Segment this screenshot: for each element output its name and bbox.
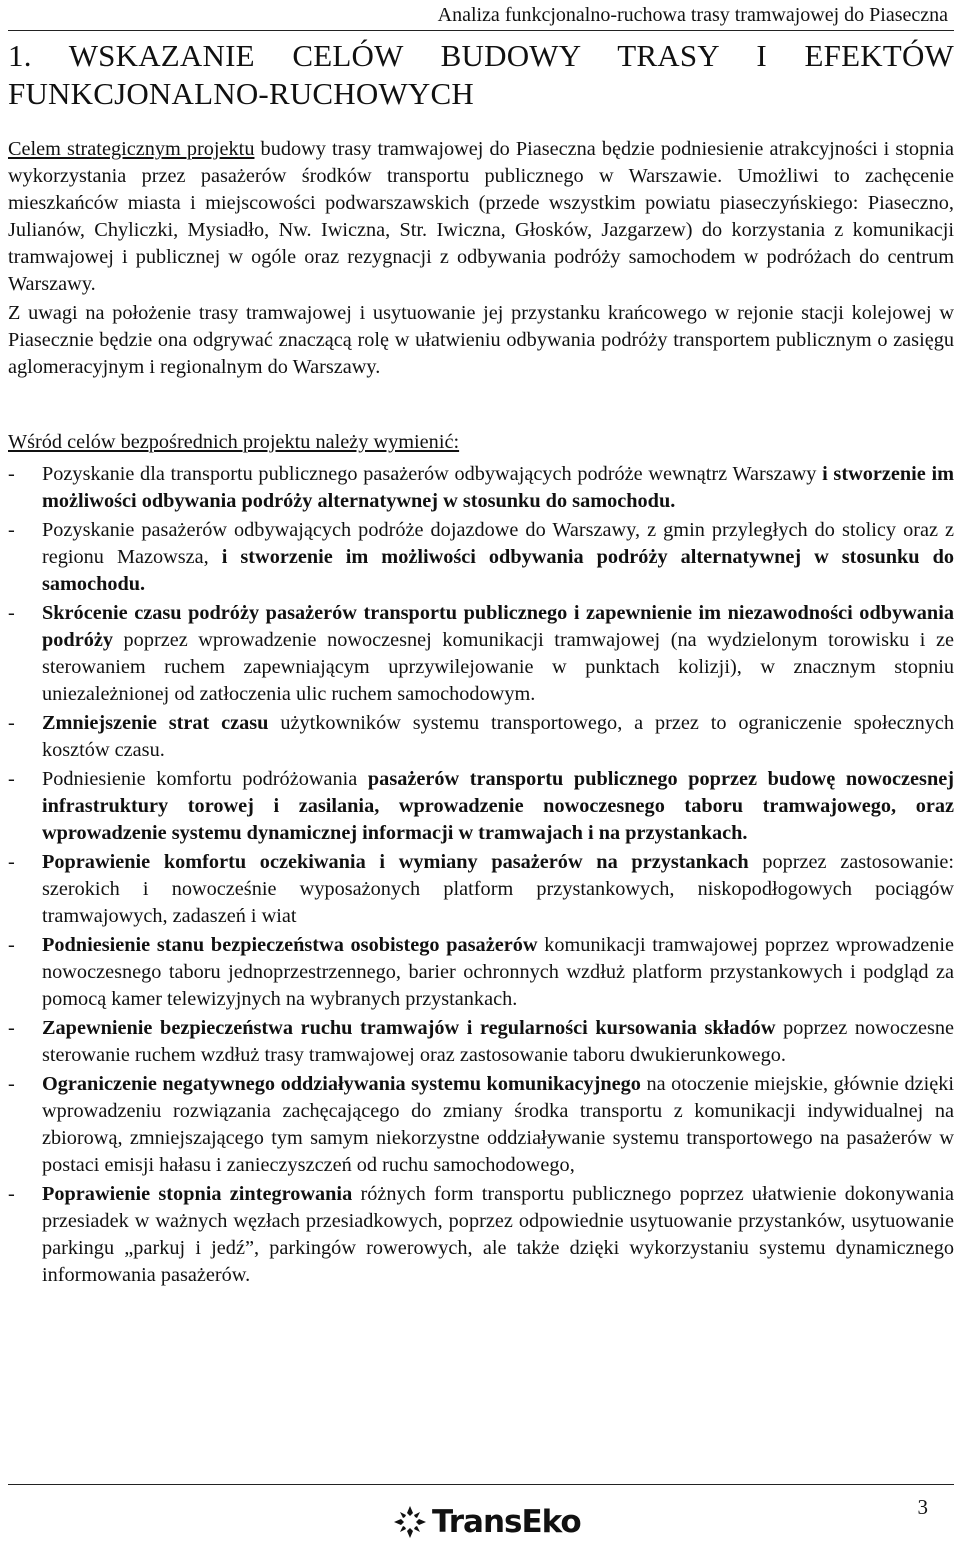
running-header: Analiza funkcjonalno-ruchowa trasy tramwajowej do Piaseczna	[437, 4, 948, 26]
transeko-logo	[392, 1502, 581, 1542]
goal-plain-text: poprzez nowoczesne sterowanie ruchem wzdłuż trasy tramwajowej oraz zastosowanie taboru dwukierunkowego.	[42, 1017, 955, 1066]
goal-plain-text: poprzez wprowadzenie nowoczesnej komunikacji tramwajowej (na wydzielonym torowisku i ze sterowaniem ruchem zapewniającym uprzywilejowanie w punktach kolizji), w znacznym stopniu uniezależnionej od zatłoczenia ulic ruchem samochodowym.	[42, 629, 954, 705]
goal-text	[42, 932, 954, 1013]
goal-list-item	[8, 1181, 954, 1289]
document-body	[8, 136, 954, 1291]
goal-emphasis: Zmniejszenie strat czasu	[42, 712, 269, 734]
goal-list-item	[8, 766, 954, 847]
goal-plain-text: różnych form transportu publicznego poprzez ułatwienie dokonywania przesiadek w ważnych węzłach przesiadkowych, poprzez odpowiednie usytuowanie przystanków, usytuowanie parkingu „parkuj i jedź”, parkingów rowerowych, ale także dzięki wykorzystaniu systemu dynamicznego informowania pasażerów.	[42, 1183, 955, 1286]
goal-emphasis: Poprawienie komfortu oczekiwania i wymiany pasażerów na przystankach	[42, 851, 749, 873]
transeko-logo-mark-icon	[392, 1504, 428, 1540]
goal-list-item	[8, 1015, 954, 1069]
goal-emphasis: pasażerów transportu publicznego poprzez budowę nowoczesnej infrastruktury torowej i zasilania, wprowadzenie nowoczesnego taboru tramwajowego, oraz wprowadzenie systemu dynamicznej informacji w tramwajach i na przystankach.	[42, 768, 954, 844]
document-page	[8, 0, 954, 1542]
goal-bullet: -	[8, 851, 15, 873]
goal-emphasis: Skrócenie czasu podróży pasażerów transportu publicznego i zapewnienie im niezawodności odbywania podróży	[42, 602, 954, 651]
goal-bullet: -	[8, 934, 15, 956]
goal-emphasis: Zapewnienie bezpieczeństwa ruchu tramwajów i regularności kursowania składów	[42, 1017, 776, 1039]
goal-emphasis: Ograniczenie negatywnego oddziaływania systemu komunikacyjnego	[42, 1073, 641, 1095]
goal-list-item	[8, 1071, 954, 1179]
goal-list-item	[8, 710, 954, 764]
goal-plain-text: poprzez zastosowanie: szerokich i nowocześnie wyposażonych platform przystankowych, niskopodłogowych pociągów tramwajowych, zadaszeń i wiat	[42, 851, 954, 927]
logo-text: TransEko	[432, 1504, 581, 1540]
goal-emphasis: Poprawienie stopnia zintegrowania	[42, 1183, 353, 1205]
header-rule	[8, 30, 954, 31]
goal-plain-text: na otoczenie miejskie, głównie dzięki wprowadzeniu rozwiązania zachęcającego do zmiany środka transportu z komunikacji indywidualnej na zbiorową, zmniejszającego tym samym niekorzystne oddziaływanie systemu transportowego na pasażerów w postaci emisji hałasu i zanieczyszczeń od ruchu samochodowego,	[42, 1073, 954, 1176]
goal-plain-text: komunikacji tramwajowej poprzez wprowadzenie nowoczesnego taboru jednoprzestrzennego, barier ochronnych wzdłuż platform przystankowych i podgląd za pomocą kamer telewizyjnych na wybranych przystankach.	[42, 934, 954, 1010]
goal-bullet: -	[8, 602, 15, 624]
goal-plain-text: Pozyskanie dla transportu publicznego pasażerów odbywających podróże wewnątrz Warszawy	[42, 463, 823, 485]
goal-text	[42, 710, 954, 764]
goal-bullet: -	[8, 463, 15, 485]
footer-rule	[8, 1484, 954, 1485]
goal-plain-text: użytkowników systemu transportowego, a przez to ograniczenie społecznych kosztów czasu.	[42, 712, 955, 761]
goal-bullet: -	[8, 1073, 15, 1095]
goal-list-item	[8, 600, 954, 708]
goal-list-item	[8, 461, 954, 515]
goals-intro	[8, 429, 954, 456]
goal-bullet: -	[8, 1017, 15, 1039]
goals-list	[8, 461, 954, 1289]
strategic-goal-text: budowy trasy tramwajowej do Piaseczna będzie podniesienie atrakcyjności i stopnia wykorzystania przez pasażerów środków transportu publicznego w Warszawie. Umożliwi to zachęcenie mieszkańców miasta i miejscowości podwarszawskich (przede wszystkim powiatu piaseczyńskiego: Piaseczno, Julianów, Chyliczki, Mysiadło, Nw. Iwiczna, Str. Iwiczna, Głosków, Jazgarzew) do korzystania z komunikacji tramwajowej i publicznej w ogóle oraz rezygnacji z odbywania podróży samochodem w podróżach do centrum Warszawy.	[8, 138, 954, 295]
goal-emphasis: Podniesienie stanu bezpieczeństwa osobistego pasażerów	[42, 934, 538, 956]
goals-intro-text: Wśród celów bezpośrednich projektu należy wymienić:	[8, 431, 460, 453]
goal-plain-text: Pozyskanie pasażerów odbywających podróże dojazdowe do Warszawy, z gmin przyległych do stolicy oraz z regionu Mazowsza,	[42, 519, 954, 568]
page-number: 3	[917, 1495, 928, 1519]
strategic-goal-underlined: Celem strategicznym projektu	[8, 138, 255, 160]
goal-list-item	[8, 517, 954, 598]
goal-bullet: -	[8, 1183, 15, 1205]
goal-emphasis: i stworzenie im możliwości odbywania podróży alternatywnej w stosunku do samochodu.	[42, 546, 954, 595]
goal-bullet: -	[8, 519, 15, 541]
paragraph-strategic-goal	[8, 136, 954, 298]
chapter-title: 1. WSKAZANIE CELÓW BUDOWY TRASY I EFEKTÓW FUNKCJONALNO-RUCHOWYCH	[8, 38, 954, 111]
paragraph-terminal-stop: Z uwagi na położenie trasy tramwajowej i usytuowanie jej przystanku krańcowego w rejonie stacji kolejowej w Piasecznie będzie ona odgrywać znaczącą rolę w ułatwieniu odbywania podróży transportem publicznym o zasięgu aglomeracyjnym i regionalnym do Warszawy.	[8, 302, 954, 378]
spacer	[8, 381, 954, 429]
goal-list-item	[8, 849, 954, 930]
goal-text	[42, 766, 954, 847]
goal-text	[42, 1181, 954, 1289]
goal-emphasis: i stworzenie im możliwości odbywania podróży alternatywnej w stosunku do samochodu.	[42, 463, 954, 512]
goal-text	[42, 461, 954, 515]
goal-plain-text: Podniesienie komfortu podróżowania	[42, 768, 368, 790]
goal-list-item	[8, 932, 954, 1013]
goal-text	[42, 849, 954, 930]
goal-text	[42, 517, 954, 598]
goal-text	[42, 600, 954, 708]
goal-text	[42, 1071, 954, 1179]
goal-text	[42, 1015, 954, 1069]
goal-bullet: -	[8, 768, 15, 790]
goal-bullet: -	[8, 712, 15, 734]
